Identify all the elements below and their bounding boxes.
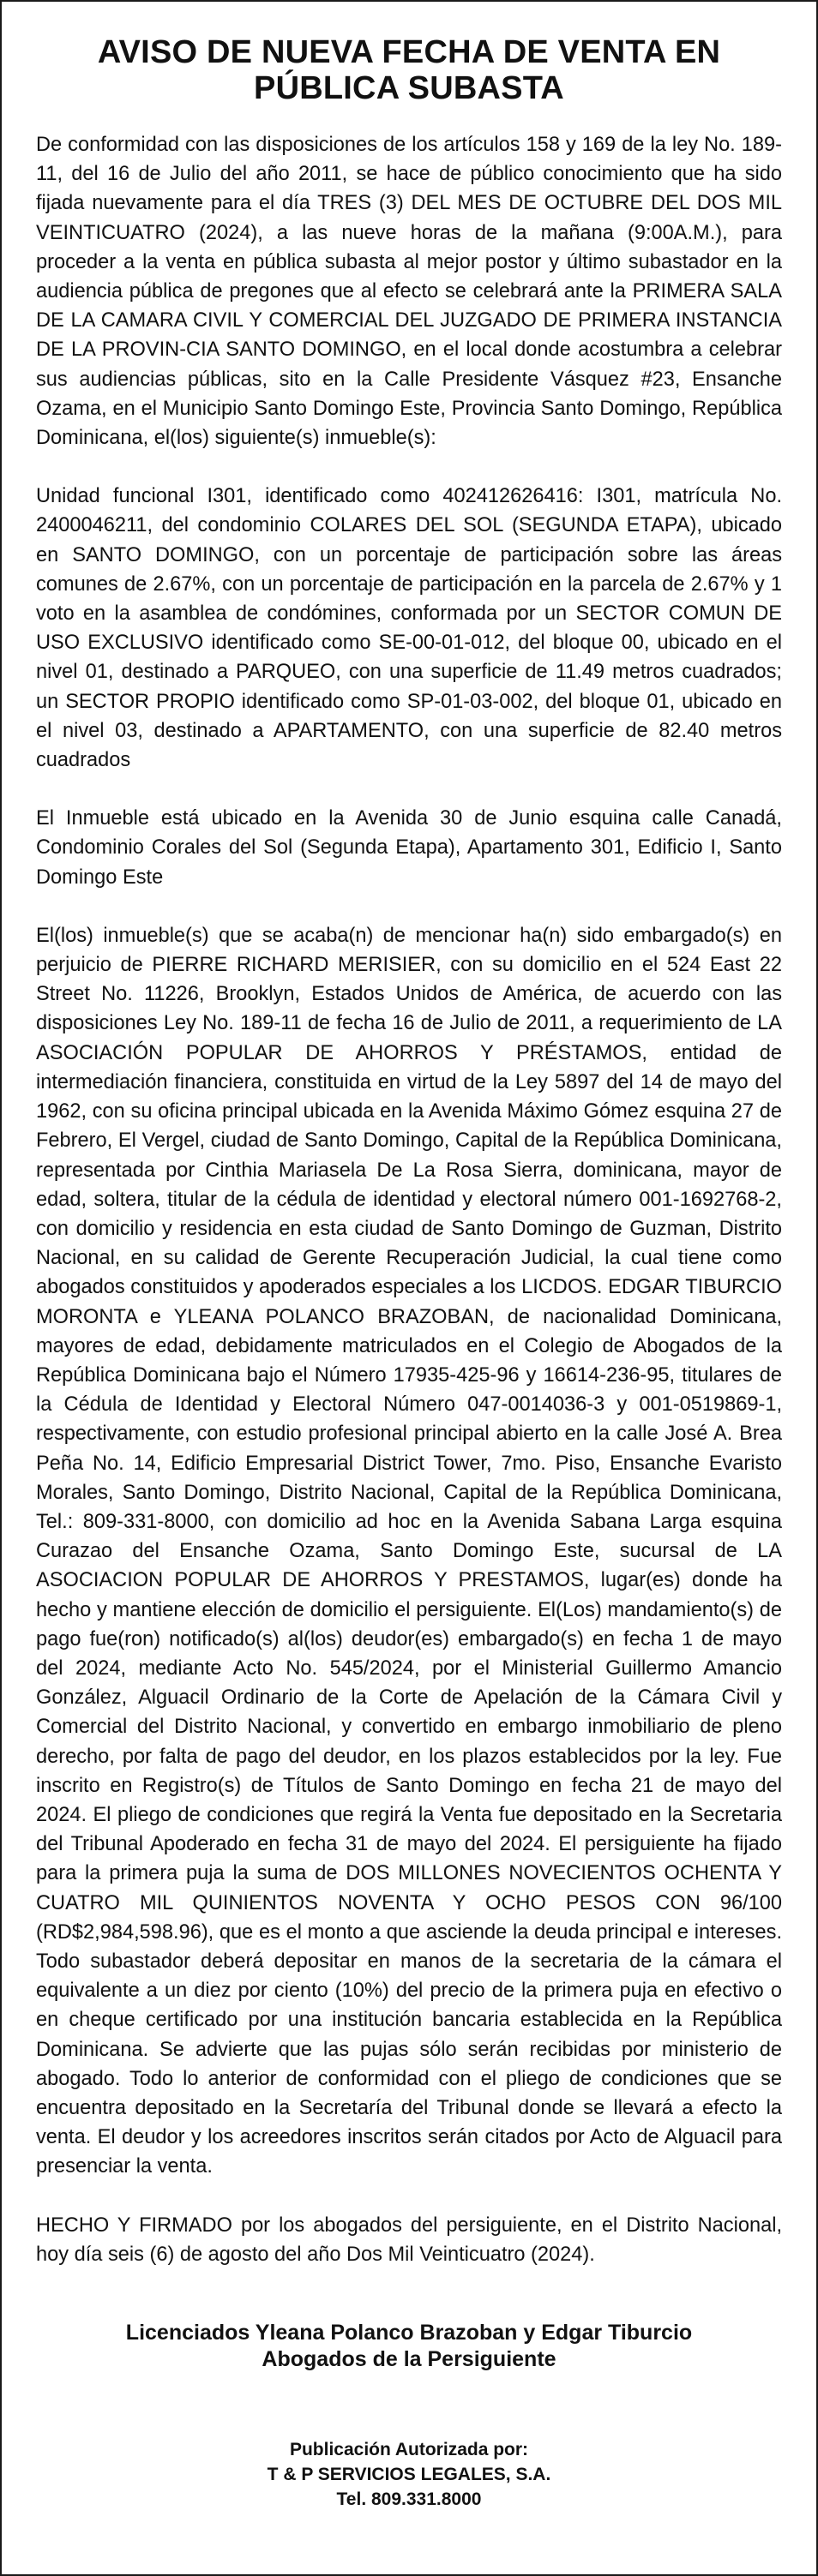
paragraph-sale-announcement: De conformidad con las disposiciones de los artículos 158 y 169 de la ley No. 189-11, del 16 de Julio del año 2011, se hace de público conocimiento que ha sido fijada nuevamente para el día TRES (3) DEL MES DE OCTUBRE DEL DOS MIL VEINTICUATRO (2024), a las nueve horas de la mañana (9:00A.M.), para proceder a la venta en pública subasta al mejor postor y último subastador en la audiencia pública de pregones que al efecto se celebrará ante la PRIMERA SALA DE LA CAMARA CIVIL Y COMERCIAL DEL JUZGADO DE PRIMERA INSTANCIA DE LA PROVIN-CIA SANTO DOMINGO, en el local donde acostumbra a celebrar sus audiencias públicas, sito en la Calle Presidente Vásquez #23, Ensanche Ozama, en el Municipio Santo Domingo Este, Provincia Santo Domingo, República Dominicana, el(los) siguiente(s) inmueble(s): bbox=[36, 134, 782, 450]
lawyers-signature bbox=[36, 2320, 782, 2373]
publication-phone: Tel. 809.331.8000 bbox=[336, 2489, 482, 2509]
publication-label: Publicación Autorizada por: bbox=[289, 2440, 529, 2459]
paragraph-seizure-details: El(los) inmueble(s) que se acaba(n) de mencionar ha(n) sido embargado(s) en perjuicio de PIERRE RICHARD MERISIER, con su domicilio en el 524 East 22 Street No. 11226, Brooklyn, Estados Unidos de América, de acuerdo con las disposiciones Ley No. 189-11 de fecha 16 de Julio de 2011, a requerimiento de LA ASOCIACIÓN POPULAR DE AHORROS Y PRÉSTAMOS, entidad de intermediación financiera, constituida en virtud de la Ley 5897 del 14 de mayo del 1962, con su oficina principal ubicada en la Avenida Máximo Gómez esquina 27 de Febrero, El Vergel, ciudad de Santo Domingo, Capital de la República Dominicana, representada por Cinthia Mariasela De La Rosa Sierra, dominicana, mayor de edad, soltera, titular de la cédula de identidad y electoral número 001-1692768-2, con domicilio y residencia en esta ciudad de Santo Domingo de Guzman, Distrito Nacional, en su calidad de Gerente Recuperación Judicial, la cual tiene como abogados constituidos y apoderados especiales a los LICDOS. EDGAR TIBURCIO MORONTA e YLEANA POLANCO BRAZOBAN, de nacionalidad Dominicana, mayores de edad, debidamente matriculados en el Colegio de Abogados de la República Dominicana bajo el Número 17935-425-96 y 16614-236-95, titulares de la Cédula de Identidad y Electoral Número 047-0014036-3 y 001-0519869-1, respectivamente, con estudio profesional principal abierto en la calle José A. Brea Peña No. 14, Edificio Empresarial District Tower, 7mo. Piso, Ensanche Evaristo Morales, Santo Domingo, Distrito Nacional, Capital de la República Dominicana, Tel.: 809-331-8000, con domicilio ad hoc en la Avenida Sabana Larga esquina Curazao del Ensanche Ozama, Santo Domingo Este, sucursal de LA ASOCIACION POPULAR DE AHORROS Y PRESTAMOS, lugar(es) donde ha hecho y mantiene elección de domicilio el persiguiente. El(Los) mandamiento(s) de pago fue(ron) notificado(s) al(los) deudor(es) embargado(s) en fecha 1 de mayo del 2024, mediante Acto No. 545/2024, por el Ministerial Guillermo Amancio González, Alguacil Ordinario de la Corte de Apelación de la Cámara Civil y Comercial del Distrito Nacional, y convertido en embargo inmobiliario de pleno derecho, por falta de pago del deudor, en los plazos establecidos por la ley. Fue inscrito en Registro(s) de Títulos de Santo Domingo en fecha 21 de mayo del 2024. El pliego de condiciones que regirá la Venta fue depositado en la Secretaria del Tribunal Apoderado en fecha 31 de mayo del 2024. El persiguiente ha fijado para la primera puja la suma de DOS MILLONES NOVECIENTOS OCHENTA Y CUATRO MIL QUINIENTOS NOVENTA Y OCHO PESOS CON 96/100 (RD$2,984,598.96), que es el monto a que asciende la deuda principal e intereses. Todo subastador deberá depositar en manos de la secretaria de la cámara el equivalente a un diez por ciento (10%) del precio de la primera puja en efectivo o en cheque certificado por una institución bancaria establecida en la República Dominicana. Se advierte que las pujas sólo serán recibidas por ministerio de abogado. Todo lo anterior de conformidad con el pliego de condiciones que se encuentra depositado en la Secretaría del Tribunal donde se llevará a efecto la venta. El deudor y los acreedores inscritos serán citados por Acto de Alguacil para presenciar la venta. bbox=[36, 924, 782, 2178]
paragraph-signed-statement: HECHO Y FIRMADO por los abogados del persiguiente, en el Distrito Nacional, hoy día seis (6) de agosto del año Dos Mil Veinticuatro (2024). bbox=[36, 2214, 782, 2266]
publication-credit bbox=[36, 2437, 782, 2512]
notice-title bbox=[36, 34, 782, 106]
paragraph-property-location: El Inmueble está ubicado en la Avenida 30 de Junio esquina calle Canadá, Condominio Corales del Sol (Segunda Etapa), Apartamento 301, Edificio I, Santo Domingo Este bbox=[36, 807, 782, 889]
paragraph-property-description: Unidad funcional I301, identificado como 402412626416: I301, matrícula No. 2400046211, del condominio COLARES DEL SOL (SEGUNDA ETAPA), ubicado en SANTO DOMINGO, con un porcentaje de participación sobre las áreas comunes de 2.67%, con un porcentaje de participación en la parcela de 2.67% y 1 voto en la asamblea de condómines, conformada por un SECTOR COMUN DE USO EXCLUSIVO identificado como SE-00-01-012, del bloque 00, ubicado en el nivel 01, destinado a PARQUEO, con una superficie de 11.49 metros cuadrados; un SECTOR PROPIO identificado como SP-01-03-002, del bloque 01, ubicado en el nivel 03, destinado a APARTAMENTO, con una superficie de 82.40 metros cuadrados bbox=[36, 485, 782, 772]
notice-body bbox=[36, 130, 782, 2298]
notice-title-line-2: PÚBLICA SUBASTA bbox=[254, 70, 564, 106]
notice-title-line-1: AVISO DE NUEVA FECHA DE VENTA EN bbox=[97, 34, 721, 70]
signature-role: Abogados de la Persiguiente bbox=[262, 2347, 556, 2371]
publication-company: T & P SERVICIOS LEGALES, S.A. bbox=[267, 2465, 551, 2484]
signature-names: Licenciados Yleana Polanco Brazoban y Edgar Tiburcio bbox=[125, 2321, 693, 2345]
